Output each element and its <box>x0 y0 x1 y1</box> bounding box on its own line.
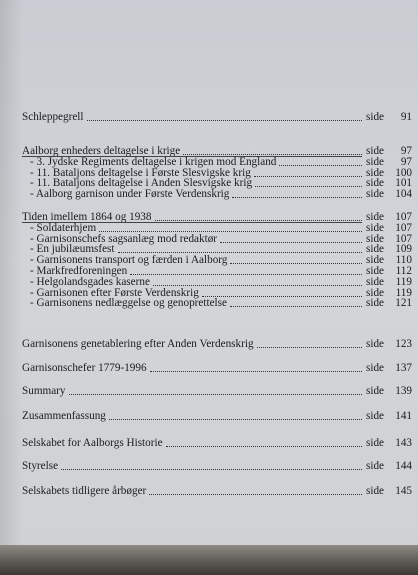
toc-page-label: side <box>366 460 385 472</box>
toc-page-label: side <box>366 275 385 288</box>
toc-entry-title: Garnisonschefer 1779-1996 <box>22 362 147 374</box>
toc-entry-title: Zusammenfassung <box>22 410 106 422</box>
toc-entry-title: Selskabets tidligere årbøger <box>22 485 147 497</box>
toc-page-label: side <box>366 111 385 123</box>
toc-page-label: side <box>366 410 385 422</box>
dot-leader <box>150 371 362 372</box>
toc-entry-title: - Soldaterhjem <box>30 221 97 234</box>
dot-leader <box>149 494 362 495</box>
toc-page-number: 97 <box>400 145 412 157</box>
toc-page-number: 144 <box>395 460 412 472</box>
toc-page-number: 121 <box>395 297 412 310</box>
toc-entry-title: - Aalborg garnison under Første Verdenskrig <box>30 188 230 201</box>
toc-page-label: side <box>366 485 385 497</box>
toc-entry-title: Garnisonens genetablering efter Anden Verdenskrig <box>22 338 254 350</box>
toc-page-number: 119 <box>395 275 412 288</box>
toc-entry <box>22 436 412 450</box>
toc-entry-title: - 11. Bataljons deltagelse i Anden Slesvigske krig <box>30 177 253 190</box>
toc-entry <box>22 409 412 423</box>
toc-page-label: side <box>366 155 385 168</box>
toc-page-number: 107 <box>395 211 412 223</box>
toc-page-number: 104 <box>395 188 412 201</box>
toc-entry-title: - Garnisonens transport og færden i Aalborg <box>30 254 228 267</box>
toc-entry-title: Summary <box>22 385 66 397</box>
toc-page-label: side <box>366 297 385 310</box>
toc-page-label: side <box>366 188 385 201</box>
toc-page-number: 119 <box>395 286 412 299</box>
toc-page-number: 100 <box>395 166 412 179</box>
toc-page-label: side <box>366 221 385 234</box>
dot-leader <box>69 394 362 395</box>
toc-page-number: 109 <box>395 243 412 256</box>
toc-entry-title: Aalborg enheders deltagelse i krige <box>22 145 181 157</box>
toc-entry-title: - Garnisonschefs sagsanlæg mod redaktør <box>30 232 218 245</box>
toc-entry <box>22 361 412 375</box>
toc-page-number: 139 <box>395 385 412 397</box>
toc-page-label: side <box>366 385 385 397</box>
toc-entry <box>22 337 412 351</box>
toc-page-number: 107 <box>395 221 412 234</box>
toc-entry <box>22 110 412 124</box>
toc-page-label: side <box>366 232 385 245</box>
page-edge-shadow <box>0 545 418 575</box>
toc-entry-title: - Garnisonens nedlæggelse og genoprettelse <box>30 297 227 310</box>
dot-leader <box>230 306 362 307</box>
toc-entry-title: - En jubilæumsfest <box>30 243 115 256</box>
toc-page-number: 141 <box>395 410 412 422</box>
toc-page-number: 110 <box>395 254 412 267</box>
toc-page-number: 143 <box>395 437 412 449</box>
toc-page-label: side <box>366 286 385 299</box>
toc-entry-title: Tiden imellem 1864 og 1938 <box>22 211 152 223</box>
toc-page-label: side <box>366 265 385 277</box>
toc-entry-title: Schleppegrell <box>22 111 84 123</box>
toc-entry-title: - 3. Jydske Regiments deltagelse i krigen mod England <box>30 155 277 168</box>
toc-page-label: side <box>366 437 385 449</box>
dot-leader <box>61 469 362 470</box>
toc-entry <box>22 384 412 398</box>
dot-leader <box>109 419 362 420</box>
toc-entry <box>22 459 412 473</box>
toc-page-label: side <box>366 243 385 256</box>
toc-entry-title: - Markfredforeningen <box>30 265 128 277</box>
toc-page-number: 137 <box>395 362 412 374</box>
dot-leader <box>232 197 362 198</box>
toc-page-label: side <box>366 338 385 350</box>
toc-entry-title: - 11. Bataljons deltagelse i Første Slesvigske krig <box>30 166 251 179</box>
toc-entry-title: Selskabet for Aalborgs Historie <box>22 437 163 449</box>
toc-page-number: 123 <box>395 338 412 350</box>
toc-page-label: side <box>366 254 385 267</box>
dot-leader <box>166 446 362 447</box>
toc-entry-title: - Helgolandsgades kaserne <box>30 275 150 288</box>
toc-page-label: side <box>366 166 385 179</box>
toc-entry <box>22 484 412 498</box>
dot-leader <box>87 120 362 121</box>
toc-page-number: 91 <box>400 111 412 123</box>
toc-page-label: side <box>366 177 385 190</box>
toc-page-label: side <box>366 362 385 374</box>
toc-page-label: side <box>366 145 385 157</box>
toc-page-number: 97 <box>400 155 412 168</box>
toc-page-label: side <box>366 211 385 223</box>
toc-page-number: 145 <box>395 485 412 497</box>
toc-page-number: 107 <box>395 232 412 245</box>
toc-entry-title: Styrelse <box>22 460 59 472</box>
toc-page-number: 112 <box>395 265 412 277</box>
dot-leader <box>257 347 362 348</box>
toc-page-number: 101 <box>395 177 412 190</box>
toc-entry-title: - Garnisonen efter Første Verdenskrig <box>30 286 199 299</box>
toc-subentry <box>22 187 412 201</box>
toc-subentry <box>22 296 412 310</box>
